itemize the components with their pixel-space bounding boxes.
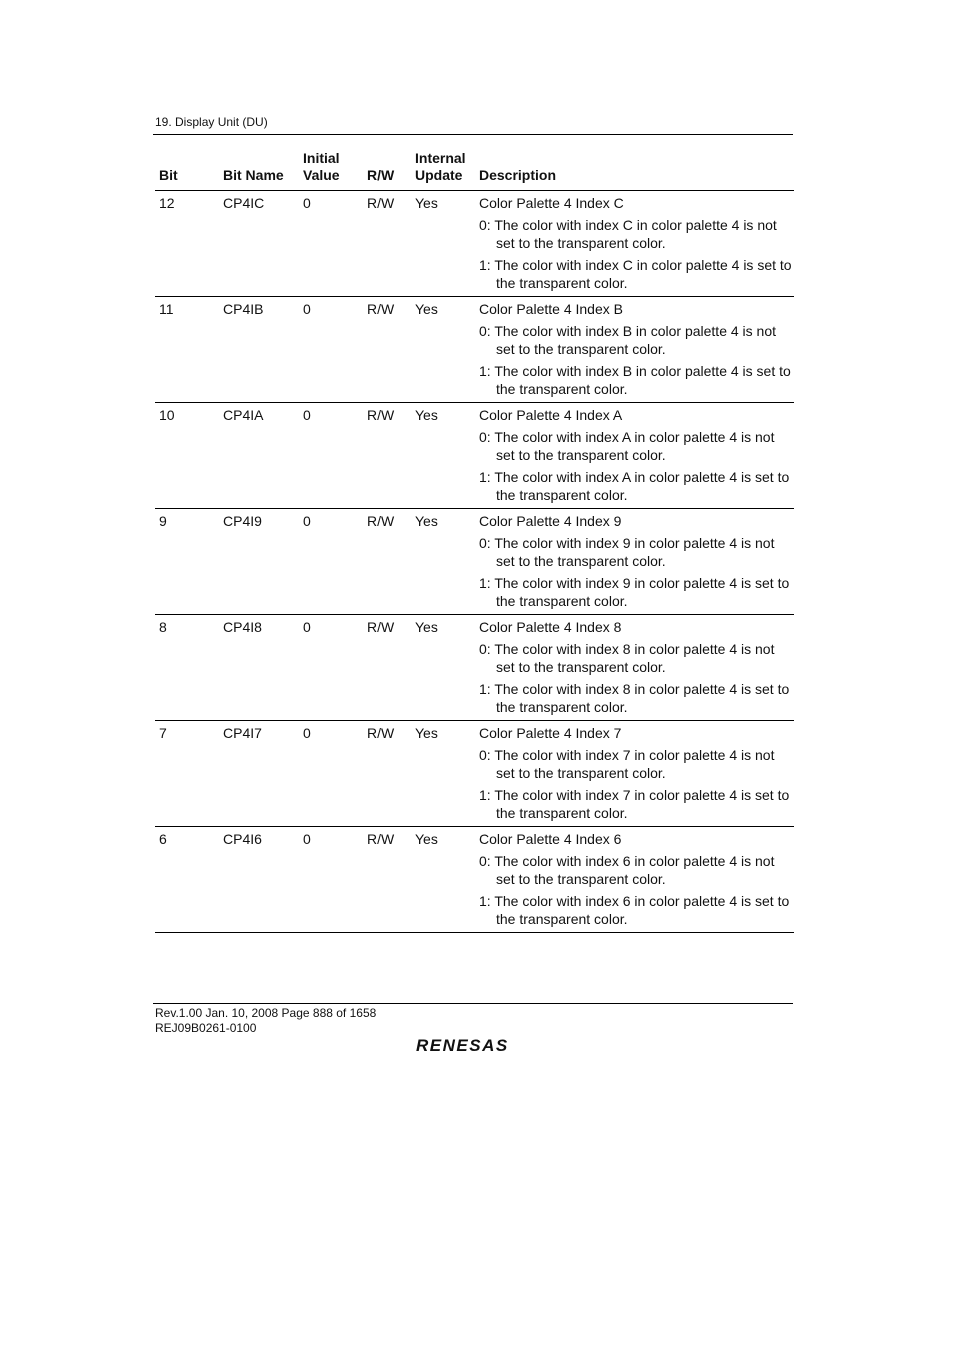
cell-bit-name: CP4I7 (223, 725, 262, 741)
table-header-row (155, 150, 794, 191)
cell-bit-name: CP4IB (223, 301, 264, 317)
cell-rw: R/W (367, 513, 395, 529)
cell-rw: R/W (367, 407, 395, 423)
register-bit-table (155, 150, 794, 933)
cell-description (475, 827, 794, 933)
col-header-bit: Bit (159, 167, 178, 183)
cell-internal-update: Yes (415, 619, 438, 635)
col-header-internal-update (411, 150, 475, 191)
description-option-1: 1: The color with index 9 in color palette 4 is set to the transparent color. (479, 575, 790, 609)
description-title: Color Palette 4 Index 9 (479, 513, 622, 529)
description-title: Color Palette 4 Index B (479, 301, 623, 317)
description-title: Color Palette 4 Index 6 (479, 831, 622, 847)
cell-internal-update: Yes (415, 725, 438, 741)
cell-internal-update: Yes (415, 831, 438, 847)
cell-internal-update: Yes (415, 195, 438, 211)
description-title: Color Palette 4 Index 8 (479, 619, 622, 635)
description-option-0: 0: The color with index 6 in color palette 4 is not set to the transparent color. (479, 853, 775, 887)
col-header-bit-name: Bit Name (223, 167, 284, 183)
cell-bit: 6 (159, 831, 167, 847)
description-title: Color Palette 4 Index A (479, 407, 623, 423)
cell-bit: 12 (159, 195, 175, 211)
svg-text:RENESAS: RENESAS (416, 1036, 509, 1055)
cell-bit-name: CP4IA (223, 407, 264, 423)
cell-bit: 11 (159, 301, 174, 317)
footer-document-number: REJ09B0261-0100 (155, 1021, 257, 1035)
cell-initial-value: 0 (303, 513, 311, 529)
cell-initial-value: 0 (303, 619, 311, 635)
description-option-1: 1: The color with index C in color palette 4 is set to the transparent color. (479, 257, 792, 291)
description-option-0: 0: The color with index C in color palette 4 is not set to the transparent color. (479, 217, 777, 251)
cell-rw: R/W (367, 195, 395, 211)
description-option-1: 1: The color with index B in color palette 4 is set to the transparent color. (479, 363, 791, 397)
description-option-1: 1: The color with index 6 in color palette 4 is set to the transparent color. (479, 893, 790, 927)
cell-rw: R/W (367, 725, 395, 741)
cell-bit: 7 (159, 725, 167, 741)
description-option-0: 0: The color with index 8 in color palette 4 is not set to the transparent color. (479, 641, 775, 675)
col-header-description: Description (479, 167, 557, 183)
page-header: 19. Display Unit (DU) (155, 115, 268, 129)
description-option-0: 0: The color with index 9 in color palette 4 is not set to the transparent color. (479, 535, 775, 569)
table-row (155, 721, 794, 827)
cell-internal-update: Yes (415, 301, 438, 317)
cell-initial-value: 0 (303, 831, 311, 847)
cell-bit-name: CP4I6 (223, 831, 262, 847)
header-divider (153, 134, 793, 135)
description-option-0: 0: The color with index A in color palette 4 is not set to the transparent color. (479, 429, 775, 463)
table-row (155, 403, 794, 509)
cell-bit: 8 (159, 619, 167, 635)
col-header-initial-value (299, 150, 363, 191)
description-option-1: 1: The color with index A in color palette 4 is set to the transparent color. (479, 469, 790, 503)
cell-initial-value: 0 (303, 195, 311, 211)
description-option-1: 1: The color with index 8 in color palette 4 is set to the transparent color. (479, 681, 790, 715)
description-title: Color Palette 4 Index C (479, 195, 624, 211)
cell-rw: R/W (367, 619, 395, 635)
cell-internal-update: Yes (415, 407, 438, 423)
table-row (155, 615, 794, 721)
description-option-0: 0: The color with index B in color palette 4 is not set to the transparent color. (479, 323, 777, 357)
footer-divider (153, 1003, 793, 1004)
cell-initial-value: 0 (303, 725, 311, 741)
cell-bit-name: CP4I8 (223, 619, 262, 635)
col-header-initial-line1: Initial (303, 150, 340, 166)
cell-initial-value: 0 (303, 407, 311, 423)
col-header-internal-line1: Internal (415, 150, 466, 166)
col-header-internal-line2: Update (415, 167, 463, 183)
cell-bit-name: CP4I9 (223, 513, 262, 529)
table-row (155, 509, 794, 615)
table-row (155, 827, 794, 933)
cell-rw: R/W (367, 301, 395, 317)
cell-bit: 9 (159, 513, 167, 529)
description-option-1: 1: The color with index 7 in color palette 4 is set to the transparent color. (479, 787, 790, 821)
footer-revision: Rev.1.00 Jan. 10, 2008 Page 888 of 1658 (155, 1006, 377, 1020)
cell-description (475, 297, 794, 403)
table-row (155, 191, 794, 297)
col-header-rw: R/W (367, 167, 395, 183)
cell-bit: 10 (159, 407, 175, 423)
table-row (155, 297, 794, 403)
cell-description (475, 191, 794, 297)
cell-initial-value: 0 (303, 301, 311, 317)
cell-internal-update: Yes (415, 513, 438, 529)
cell-description (475, 509, 794, 615)
cell-bit-name: CP4IC (223, 195, 265, 211)
cell-description (475, 615, 794, 721)
cell-description (475, 721, 794, 827)
cell-rw: R/W (367, 831, 395, 847)
renesas-logo (414, 1034, 534, 1056)
description-title: Color Palette 4 Index 7 (479, 725, 622, 741)
description-option-0: 0: The color with index 7 in color palette 4 is not set to the transparent color. (479, 747, 775, 781)
col-header-initial-line2: Value (303, 167, 340, 183)
cell-description (475, 403, 794, 509)
